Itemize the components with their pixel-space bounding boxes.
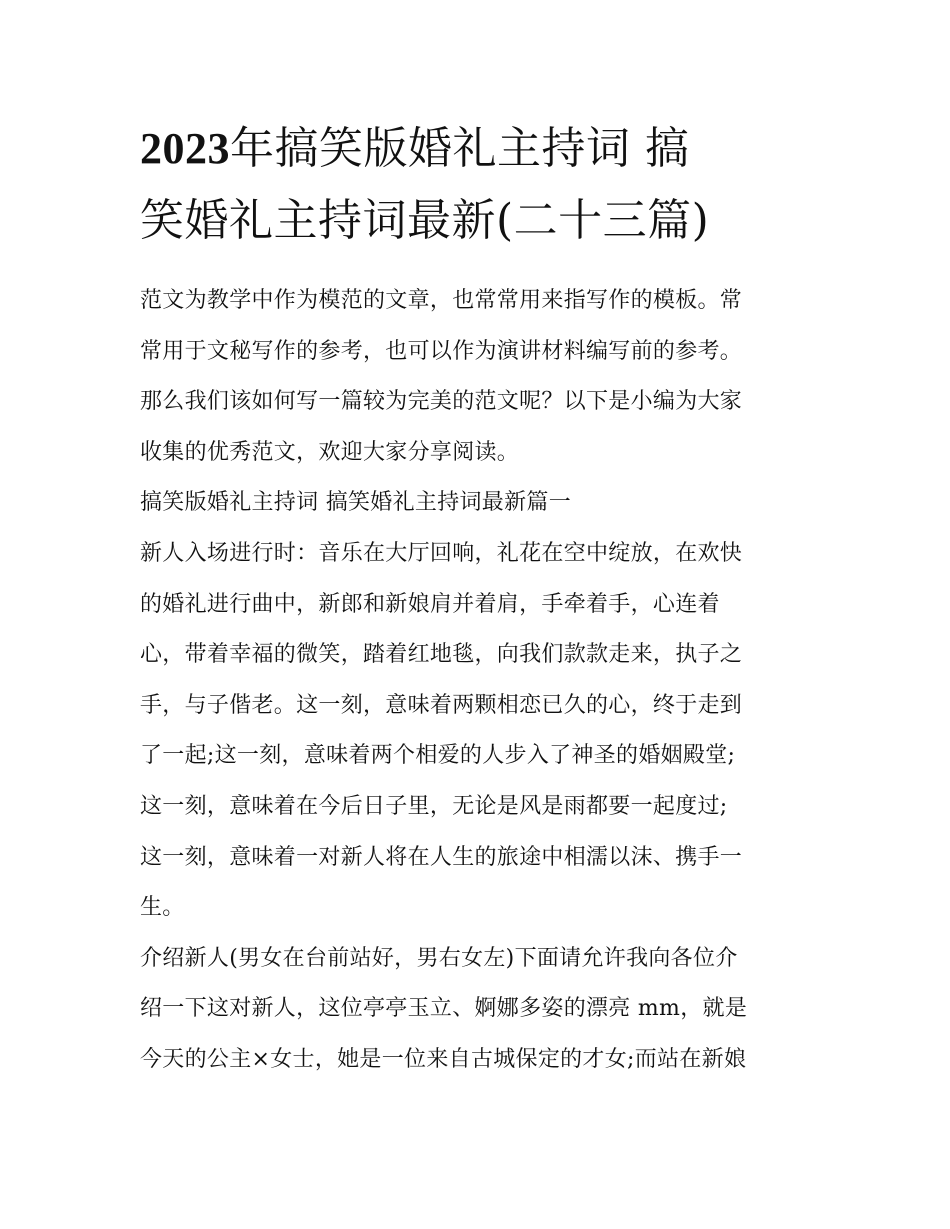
title-line-1-text: 年搞笑版婚礼主持词 搞 (230, 123, 690, 174)
title-line-2-text: 笑婚礼主持词最新(二十三篇) (140, 195, 710, 246)
body-line: 这一刻，意味着在今后日子里，无论是风是雨都要一起度过; (140, 793, 728, 819)
body-line: 今天的公主×女士，她是一位来自古城保定的才女;而站在新娘 (140, 1046, 747, 1072)
body-line: 收集的优秀范文，欢迎大家分享阅读。 (140, 439, 520, 465)
body-line: 新人入场进行时：音乐在大厅回响，礼花在空中绽放，在欢快 (140, 540, 743, 566)
title-line-2 (140, 185, 820, 257)
body-line: 那么我们该如何写一篇较为完美的范文呢？以下是小编为大家 (140, 389, 743, 415)
section-heading: 搞笑版婚礼主持词 搞笑婚礼主持词最新篇一 (140, 490, 571, 516)
title-line-1 (140, 113, 820, 185)
document-body (140, 276, 820, 1086)
body-line: 心，带着幸福的微笑，踏着红地毯，向我们款款走来，执子之 (140, 642, 743, 668)
title-year: 2023 (140, 124, 230, 173)
body-line: 的婚礼进行曲中，新郎和新娘肩并着肩，手牵着手，心连着 (140, 591, 720, 617)
document-title (140, 113, 820, 257)
body-line: 范文为教学中作为模范的文章，也常常用来指写作的模板。常 (140, 288, 743, 313)
body-line: 绍一下这对新人，这位亭亭玉立、婀娜多姿的漂亮 mm，就是 (140, 996, 748, 1022)
body-line: 这一刻，意味着一对新人将在人生的旅途中相濡以沫、携手一 (140, 844, 743, 870)
body-line: 介绍新人(男女在台前站好，男右女左)下面请允许我向各位介 (140, 945, 738, 971)
body-line: 常用于文秘写作的参考，也可以作为演讲材料编写前的参考。 (140, 338, 743, 364)
body-line: 了一起;这一刻，意味着两个相爱的人步入了神圣的婚姻殿堂; (140, 743, 736, 769)
body-line: 生。 (140, 895, 185, 921)
body-line: 手，与子偕老。这一刻，意味着两颗相恋已久的心，终于走到 (140, 692, 743, 718)
